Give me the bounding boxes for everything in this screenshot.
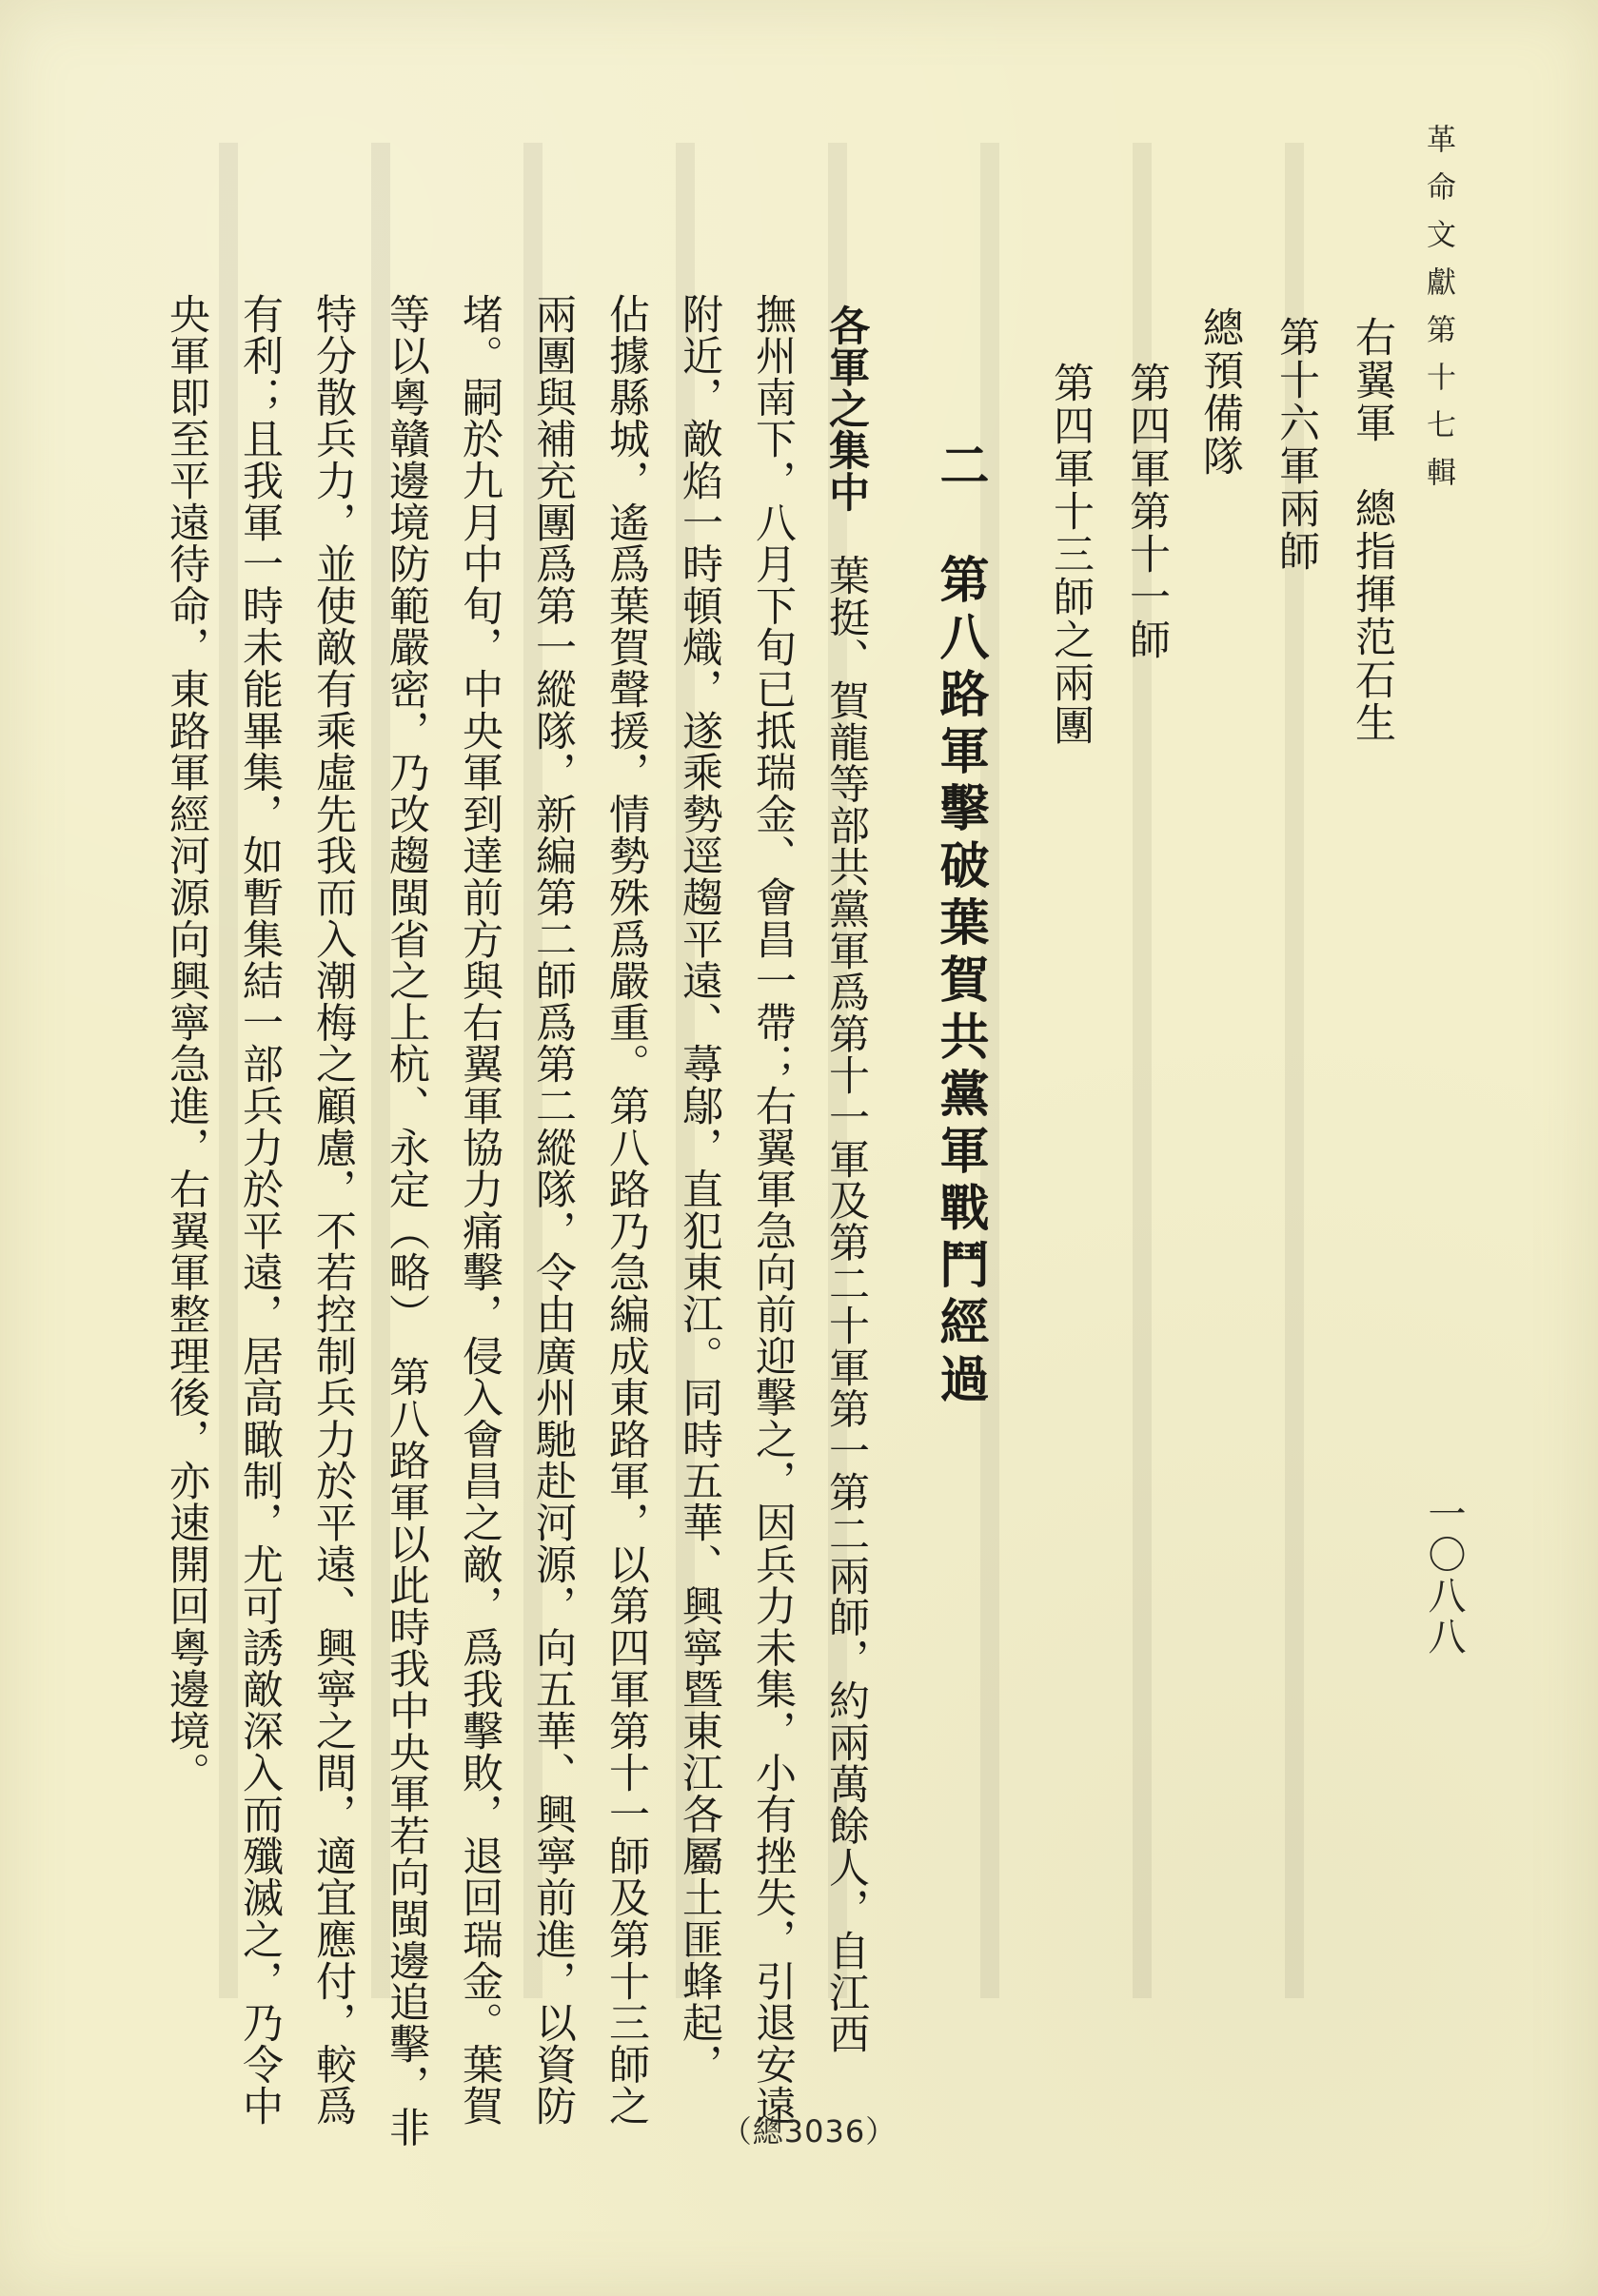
section-lead-heading: 各軍之集中: [822, 304, 870, 513]
page-number: 一〇八八: [1422, 1494, 1466, 1658]
right-wing-commander: 右翼軍 總指揮范石生: [1349, 316, 1396, 744]
section-title: 二 第八路軍擊破葉賀共黨軍戰鬥經過: [931, 440, 989, 1410]
body-column-7: 等以粵贛邊境防範嚴密，乃改趨閩省之上杭、永定（略） 第八路軍以此時我中央軍若向閩邊追擊，非: [383, 293, 430, 2149]
body-column-3: 附近，敵焰一時頓熾，遂乘勢逕趨平遠、蕁鄔，直犯東江。同時五華、興寧暨東江各屬土匪蜂起，: [676, 293, 723, 2086]
fourth-army-11th-division: 第四軍第十一師: [1123, 362, 1171, 661]
footer-reference-number: （總3036）: [720, 2113, 898, 2149]
body-column-1-text: 葉挺、賀龍等部共黨軍爲第十一軍及第二十軍第一第二兩師，約兩萬餘人，自江西: [822, 513, 870, 2055]
body-column-5: 兩團與補充團爲第一縱隊，新編第二師爲第二縱隊，令由廣州馳赴河源，向五華、興寧前進，以資防: [529, 293, 577, 2128]
body-column-8: 特分散兵力，並使敵有乘虛先我而入潮梅之顧慮，不若控制兵力於平遠、興寧之間，適宜應付，較爲: [309, 293, 357, 2128]
body-column-1: [822, 304, 870, 2055]
book-title: 革命文獻第十七輯: [1421, 124, 1455, 504]
body-column-9: 有利；且我軍一時未能畢集，如暫集結一部兵力於平遠，居高瞰制，尤可誘敵深入而殲滅之，乃令中: [236, 293, 284, 2128]
body-column-10: 央軍即至平遠待命，東路軍經河源向興寧急進，右翼軍整理後，亦速開回粵邊境。: [163, 293, 210, 1794]
reserve-forces: 總預備隊: [1196, 306, 1244, 478]
sixteenth-army: 第十六軍兩師: [1272, 316, 1320, 573]
fourth-army-13th-regiments: 第四軍十三師之兩團: [1047, 362, 1095, 747]
body-column-4: 佔據縣城，遙爲葉賀聲援，情勢殊爲嚴重。第八路乃急編成東路軍，以第四軍第十一師及第十三師之: [602, 293, 650, 2128]
body-column-6: 堵。嗣於九月中旬，中央軍到達前方與右翼軍協力痛擊，侵入會昌之敵，爲我擊敗，退回瑞金。葉賀: [456, 293, 503, 2128]
body-column-2: 撫州南下，八月下旬已抵瑞金、會昌一帶；右翼軍急向前迎擊之，因兵力未集，小有挫失，引退安遠: [749, 293, 797, 2128]
bleed-block-1: [219, 143, 238, 1998]
